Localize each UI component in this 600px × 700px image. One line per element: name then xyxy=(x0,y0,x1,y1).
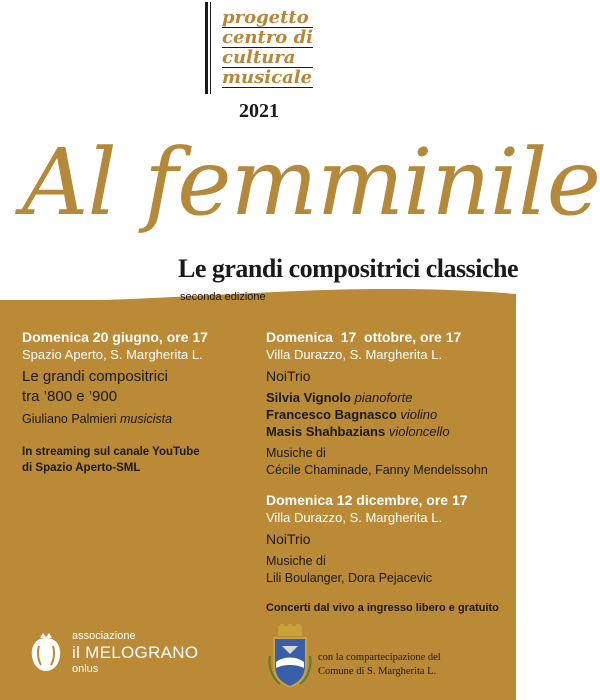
event-place: Spazio Aperto, S. Margherita L. xyxy=(22,347,203,362)
logo-text xyxy=(222,8,313,88)
performer-row xyxy=(266,389,511,406)
assoc-name: il MELOGRANO xyxy=(72,643,199,662)
event-date: Domenica 17 ottobre, ore 17 xyxy=(266,329,462,345)
program xyxy=(266,445,511,479)
performer-row xyxy=(266,423,511,440)
program-composers: Lili Boulanger, Dora Pejacevic xyxy=(266,571,433,585)
events-right xyxy=(266,328,511,616)
logo-line-2: centro di xyxy=(222,27,313,48)
event-june xyxy=(22,328,252,476)
performer-role: musicista xyxy=(119,412,173,426)
ensemble-name: NoiTrio xyxy=(266,531,311,547)
streaming-line-1: In streaming sul canale YouTube xyxy=(22,446,200,458)
edition-label: seconda edizione xyxy=(180,291,266,303)
year: 2021 xyxy=(239,100,279,122)
streaming-note xyxy=(22,444,252,476)
event-title-line-2: tra ’800 e ’900 xyxy=(22,388,118,405)
staff-bar-thin xyxy=(210,2,211,94)
program xyxy=(266,553,511,587)
centro-cultura-musicale-logo xyxy=(200,2,330,102)
free-entry-note: Concerti dal vivo a ingresso libero e gratuito xyxy=(266,602,499,614)
performer-role: violino xyxy=(400,407,438,422)
logo-line-3: cultura xyxy=(222,48,313,68)
performer-role: pianoforte xyxy=(354,390,413,405)
staff-bar xyxy=(205,2,208,94)
event-title-line-1: Le grandi compositrici xyxy=(22,368,168,385)
melograno-association-logo xyxy=(30,630,220,680)
program-label: Musiche di xyxy=(266,554,326,568)
performer-name: Giuliano Palmieri xyxy=(22,412,117,426)
performer-name: Masis Shahbazians xyxy=(266,424,386,439)
town-crest-icon xyxy=(268,626,312,688)
performer-name: Silvia Vignolo xyxy=(266,390,352,405)
logo-line-4: musicale xyxy=(222,67,313,88)
event-october xyxy=(266,328,511,479)
assoc-label: associazione xyxy=(72,630,136,642)
ensemble-name: NoiTrio xyxy=(266,368,311,384)
performer-role: violoncello xyxy=(388,424,450,439)
streaming-line-2: di Spazio Aperto-SML xyxy=(22,462,141,474)
performer-row xyxy=(266,406,511,423)
subtitle: Le grandi compositrici classiche xyxy=(178,254,519,283)
comune-line-1: con la compartecipazione del xyxy=(318,652,441,663)
assoc-onlus: onlus xyxy=(72,663,99,675)
event-place: Villa Durazzo, S. Margherita L. xyxy=(266,347,443,362)
logo-line-1: progetto xyxy=(222,8,313,28)
main-title: Al femminile xyxy=(22,129,600,236)
program-label: Musiche di xyxy=(266,446,326,460)
event-date: Domenica 12 dicembre, ore 17 xyxy=(266,492,468,508)
comune-line-2: Comune di S. Margherita L. xyxy=(318,666,437,677)
performer xyxy=(22,411,252,428)
event-december xyxy=(266,491,511,587)
performer-name: Francesco Bagnasco xyxy=(266,407,397,422)
event-place: Villa Durazzo, S. Margherita L. xyxy=(266,510,443,525)
program-composers: Cécile Chaminade, Fanny Mendelssohn xyxy=(266,463,488,477)
comune-block xyxy=(268,626,508,692)
pomegranate-icon xyxy=(30,632,62,672)
event-date: Domenica 20 giugno, ore 17 xyxy=(22,329,208,345)
